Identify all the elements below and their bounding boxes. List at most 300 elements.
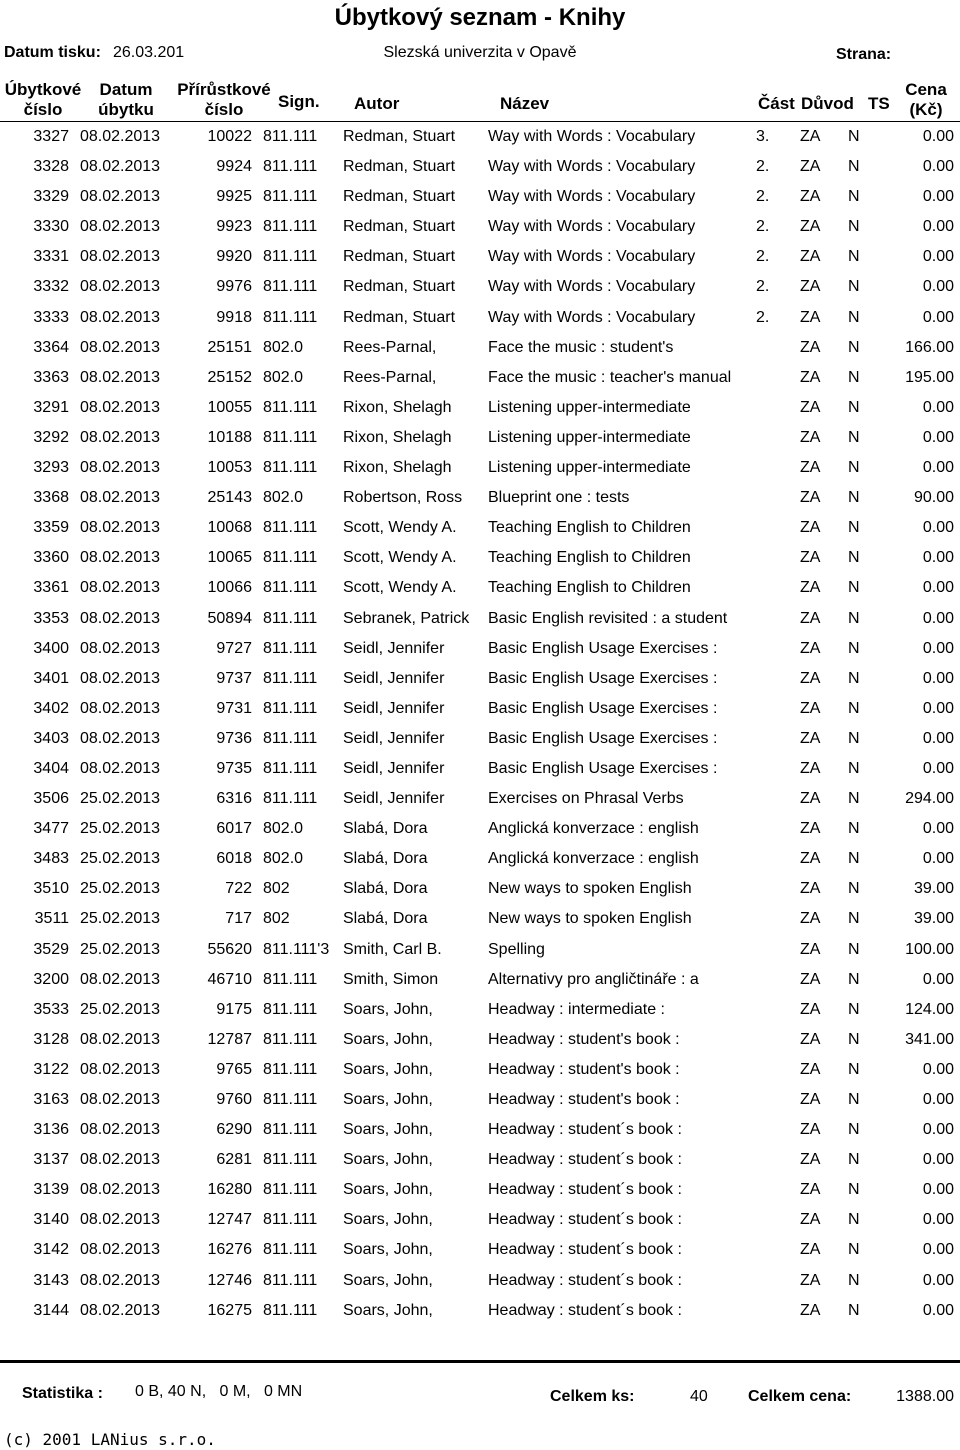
- row-accession-number: 12747: [207, 1211, 252, 1229]
- total-count-label: Celkem ks:: [550, 1388, 635, 1405]
- table-row: [0, 1235, 960, 1265]
- row-ts: N: [848, 609, 860, 627]
- row-part: 3.: [756, 128, 770, 145]
- row-ts: N: [848, 308, 860, 326]
- row-reason: ZA: [800, 579, 821, 597]
- row-date: 25.02.2013: [80, 880, 161, 898]
- row-reason: ZA: [800, 398, 821, 416]
- row-reason: ZA: [800, 368, 821, 386]
- row-reason: ZA: [800, 759, 821, 777]
- row-price: 0.00: [922, 308, 954, 326]
- row-date: 08.02.2013: [80, 549, 161, 567]
- table-row: [0, 152, 960, 182]
- row-accession-number: 10055: [207, 398, 252, 416]
- row-price: 0.00: [922, 1181, 954, 1199]
- row-price: 0.00: [922, 158, 954, 176]
- row-title: Listening upper-intermediate: [488, 398, 691, 416]
- row-reason: ZA: [800, 669, 821, 687]
- row-price: 0.00: [922, 128, 954, 145]
- row-price: 0.00: [922, 1271, 954, 1289]
- row-author: Slabá, Dora: [343, 820, 428, 838]
- row-date: 08.02.2013: [80, 398, 161, 416]
- row-price: 0.00: [922, 669, 954, 687]
- row-ts: N: [848, 1121, 860, 1139]
- row-reason: ZA: [800, 489, 821, 507]
- row-date: 08.02.2013: [80, 579, 161, 597]
- row-signature: 802.0: [263, 820, 304, 838]
- row-author: Redman, Stuart: [343, 278, 456, 296]
- row-ts: N: [848, 699, 860, 717]
- row-author: Robertson, Ross: [343, 489, 463, 507]
- table-row: [0, 935, 960, 965]
- row-number: 3403: [33, 729, 69, 747]
- row-price: 0.00: [922, 820, 954, 838]
- row-date: 08.02.2013: [80, 970, 161, 988]
- row-author: Soars, John,: [343, 1060, 433, 1078]
- row-accession-number: 9976: [216, 278, 252, 296]
- row-number: 3143: [33, 1271, 69, 1289]
- column-header-part: Část: [758, 94, 795, 113]
- row-price: 0.00: [922, 699, 954, 717]
- row-price: 0.00: [922, 428, 954, 446]
- row-date: 25.02.2013: [80, 850, 161, 868]
- row-date: 08.02.2013: [80, 759, 161, 777]
- row-reason: ZA: [800, 1211, 821, 1229]
- row-signature: 802: [263, 880, 290, 898]
- column-header-date: [92, 80, 160, 120]
- row-title: Headway : student´s book :: [488, 1211, 682, 1229]
- row-signature: 811.111: [263, 1181, 318, 1199]
- table-row: [0, 904, 960, 934]
- row-ts: N: [848, 639, 860, 657]
- row-date: 08.02.2013: [80, 158, 161, 176]
- row-signature: 811.111: [263, 579, 318, 597]
- row-accession-number: 9731: [216, 699, 252, 717]
- column-header-date-line1: Datum: [99, 80, 153, 99]
- row-signature: 811.111: [263, 1301, 318, 1319]
- row-number: 3328: [33, 158, 69, 176]
- row-title: Headway : student's book :: [488, 1060, 680, 1078]
- row-price: 90.00: [913, 489, 954, 507]
- row-author: Slabá, Dora: [343, 850, 428, 868]
- row-ts: N: [848, 248, 860, 266]
- row-number: 3142: [33, 1241, 69, 1259]
- row-price: 39.00: [913, 910, 954, 928]
- row-title: Headway : student´s book :: [488, 1151, 682, 1169]
- table-row: [0, 303, 960, 333]
- row-author: Soars, John,: [343, 1301, 433, 1319]
- row-signature: 811.111: [263, 970, 318, 988]
- row-price: 0.00: [922, 850, 954, 868]
- row-date: 08.02.2013: [80, 218, 161, 236]
- row-number: 3136: [33, 1121, 69, 1139]
- stats-value: 0 B, 40 N, 0 M, 0 MN: [135, 1383, 303, 1400]
- row-title: Way with Words : Vocabulary: [488, 218, 696, 236]
- row-number: 3529: [33, 940, 69, 958]
- row-signature: 811.111: [263, 1060, 318, 1078]
- row-number: 3359: [33, 519, 69, 537]
- row-title: Headway : student´s book :: [488, 1241, 682, 1259]
- row-author: Redman, Stuart: [343, 218, 456, 236]
- row-signature: 802.0: [263, 368, 304, 386]
- table-row: [0, 573, 960, 603]
- table-row: [0, 1175, 960, 1205]
- row-date: 08.02.2013: [80, 428, 161, 446]
- table-body: [0, 122, 960, 1326]
- row-accession-number: 9920: [216, 248, 252, 266]
- row-ts: N: [848, 128, 860, 145]
- row-number: 3511: [34, 910, 69, 928]
- row-ts: N: [848, 729, 860, 747]
- table-row: [0, 724, 960, 754]
- row-ts: N: [848, 278, 860, 296]
- row-title: Basic English Usage Exercises :: [488, 639, 718, 657]
- row-signature: 811.111: [263, 1091, 318, 1108]
- row-signature: 811.111: [263, 248, 318, 266]
- row-reason: ZA: [800, 910, 821, 928]
- row-number: 3140: [33, 1211, 69, 1229]
- row-signature: 811.111: [263, 188, 318, 206]
- row-number: 3360: [33, 549, 69, 567]
- table-row: [0, 453, 960, 483]
- row-accession-number: 10066: [207, 579, 252, 597]
- row-author: Scott, Wendy A.: [343, 579, 457, 597]
- row-date: 25.02.2013: [80, 820, 161, 838]
- row-date: 08.02.2013: [80, 669, 161, 687]
- row-title: Way with Words : Vocabulary: [488, 158, 696, 176]
- row-author: Rees-Parnal,: [343, 368, 437, 386]
- row-accession-number: 10068: [207, 519, 252, 537]
- row-accession-number: 9925: [216, 188, 252, 206]
- row-date: 08.02.2013: [80, 639, 161, 657]
- column-header-date-line2: úbytku: [98, 100, 154, 119]
- row-reason: ZA: [800, 639, 821, 657]
- row-price: 0.00: [922, 609, 954, 627]
- row-author: Redman, Stuart: [343, 308, 456, 326]
- row-author: Seidl, Jennifer: [343, 639, 445, 657]
- row-price: 0.00: [922, 218, 954, 236]
- row-ts: N: [848, 1030, 860, 1048]
- row-price: 0.00: [922, 1241, 954, 1259]
- row-number: 3144: [33, 1301, 69, 1319]
- row-author: Rixon, Shelagh: [343, 459, 452, 477]
- row-ts: N: [848, 910, 860, 928]
- table-row: [0, 965, 960, 995]
- row-author: Seidl, Jennifer: [343, 669, 445, 687]
- column-header-author: Autor: [354, 94, 400, 113]
- row-accession-number: 16275: [207, 1301, 252, 1319]
- row-ts: N: [848, 1060, 860, 1078]
- row-price: 0.00: [922, 549, 954, 567]
- row-reason: ZA: [800, 970, 821, 988]
- row-number: 3329: [33, 188, 69, 206]
- row-date: 25.02.2013: [80, 1000, 161, 1018]
- row-accession-number: 25152: [207, 368, 252, 386]
- row-author: Soars, John,: [343, 1121, 433, 1139]
- row-price: 294.00: [905, 790, 954, 808]
- row-accession-number: 9765: [216, 1060, 252, 1078]
- row-number: 3333: [33, 308, 69, 326]
- row-reason: ZA: [800, 850, 821, 868]
- row-date: 08.02.2013: [80, 248, 161, 266]
- row-number: 3506: [33, 790, 69, 808]
- row-author: Smith, Carl B.: [343, 940, 442, 958]
- row-author: Rees-Parnal,: [343, 338, 437, 356]
- row-author: Seidl, Jennifer: [343, 759, 445, 777]
- row-price: 195.00: [905, 368, 954, 386]
- row-price: 0.00: [922, 759, 954, 777]
- row-reason: ZA: [800, 218, 821, 236]
- row-reason: ZA: [800, 338, 821, 356]
- row-date: 25.02.2013: [80, 790, 161, 808]
- row-number: 3292: [33, 428, 69, 446]
- row-number: 3364: [33, 338, 69, 356]
- row-title: Headway : intermediate :: [488, 1000, 665, 1018]
- row-title: Teaching English to Children: [488, 549, 691, 567]
- row-title: Anglická konverzace : english: [488, 850, 699, 868]
- table-row: [0, 694, 960, 724]
- row-reason: ZA: [800, 1241, 821, 1259]
- row-title: Headway : student´s book :: [488, 1271, 682, 1289]
- row-title: Basic English revisited : a student: [488, 609, 728, 627]
- footer-divider: [0, 1360, 960, 1363]
- table-row: [0, 754, 960, 784]
- row-signature: 811.111: [263, 549, 318, 567]
- row-accession-number: 25143: [207, 489, 252, 507]
- row-price: 0.00: [922, 579, 954, 597]
- row-price: 0.00: [922, 639, 954, 657]
- row-accession-number: 9735: [216, 759, 252, 777]
- row-part: 2.: [756, 188, 770, 206]
- row-accession-number: 55620: [207, 940, 252, 958]
- row-reason: ZA: [800, 699, 821, 717]
- row-number: 3402: [33, 699, 69, 717]
- row-ts: N: [848, 1301, 860, 1319]
- row-accession-number: 9737: [216, 669, 252, 687]
- row-author: Scott, Wendy A.: [343, 519, 457, 537]
- row-signature: 811.111: [263, 1241, 318, 1259]
- row-signature: 811.111: [263, 1151, 318, 1169]
- stats-label: Statistika :: [22, 1385, 103, 1402]
- row-part: 2.: [756, 308, 770, 326]
- row-reason: ZA: [800, 820, 821, 838]
- table-row: [0, 363, 960, 393]
- table-row: [0, 212, 960, 242]
- table-row: [0, 543, 960, 573]
- row-price: 0.00: [922, 459, 954, 477]
- table-row: [0, 1145, 960, 1175]
- print-date: 26.03.201: [113, 44, 185, 61]
- print-date-label: Datum tisku:: [4, 44, 101, 61]
- table-row: [0, 393, 960, 423]
- row-title: Basic English Usage Exercises :: [488, 759, 718, 777]
- table-row: [0, 513, 960, 543]
- row-signature: 811.111: [263, 759, 318, 777]
- row-date: 08.02.2013: [80, 368, 161, 386]
- row-part: 2.: [756, 158, 770, 176]
- row-signature: 811.111: [263, 729, 318, 747]
- row-date: 08.02.2013: [80, 278, 161, 296]
- row-reason: ZA: [800, 308, 821, 326]
- row-signature: 811.111: [263, 1271, 318, 1289]
- copyright-notice: (c) 2001 LANius s.r.o.: [4, 1430, 216, 1449]
- row-title: New ways to spoken English: [488, 880, 692, 898]
- row-price: 0.00: [922, 970, 954, 988]
- row-part: 2.: [756, 218, 770, 236]
- table-row: [0, 814, 960, 844]
- row-reason: ZA: [800, 1000, 821, 1018]
- row-title: Teaching English to Children: [488, 579, 691, 597]
- row-part: 2.: [756, 278, 770, 296]
- row-number: 3533: [33, 1000, 69, 1018]
- row-author: Scott, Wendy A.: [343, 549, 457, 567]
- page-label: Strana:: [836, 46, 892, 63]
- column-header-number: [0, 80, 86, 120]
- row-date: 08.02.2013: [80, 128, 161, 145]
- row-title: Alternativy pro angličtináře : a: [488, 970, 699, 988]
- row-author: Soars, John,: [343, 1030, 433, 1048]
- row-author: Soars, John,: [343, 1151, 433, 1169]
- row-signature: 802.0: [263, 850, 304, 868]
- row-author: Soars, John,: [343, 1241, 433, 1259]
- row-number: 3327: [33, 128, 69, 145]
- table-row: [0, 122, 960, 152]
- row-number: 3510: [33, 880, 69, 898]
- row-reason: ZA: [800, 729, 821, 747]
- row-number: 3353: [33, 609, 69, 627]
- total-count: 40: [690, 1388, 708, 1405]
- row-ts: N: [848, 820, 860, 838]
- row-signature: 811.111: [263, 790, 318, 808]
- row-accession-number: 16280: [207, 1181, 252, 1199]
- row-accession-number: 6290: [216, 1121, 252, 1139]
- row-reason: ZA: [800, 940, 821, 958]
- row-signature: 802: [263, 910, 290, 928]
- row-reason: ZA: [800, 1121, 821, 1139]
- row-date: 08.02.2013: [80, 1211, 161, 1229]
- row-date: 08.02.2013: [80, 1121, 161, 1139]
- row-price: 0.00: [922, 1301, 954, 1319]
- row-accession-number: 16276: [207, 1241, 252, 1259]
- row-date: 08.02.2013: [80, 1271, 161, 1289]
- table-row: [0, 423, 960, 453]
- row-ts: N: [848, 368, 860, 386]
- row-number: 3139: [33, 1181, 69, 1199]
- row-author: Rixon, Shelagh: [343, 428, 452, 446]
- row-ts: N: [848, 1271, 860, 1289]
- row-reason: ZA: [800, 188, 821, 206]
- row-accession-number: 9760: [216, 1091, 252, 1108]
- row-title: Exercises on Phrasal Verbs: [488, 790, 684, 808]
- row-signature: 811.111: [263, 609, 318, 627]
- row-price: 0.00: [922, 278, 954, 296]
- row-date: 25.02.2013: [80, 940, 161, 958]
- row-number: 3291: [33, 398, 69, 416]
- table-row: [0, 1205, 960, 1235]
- row-ts: N: [848, 790, 860, 808]
- row-number: 3400: [33, 639, 69, 657]
- row-title: Way with Words : Vocabulary: [488, 278, 696, 296]
- row-author: Soars, John,: [343, 1211, 433, 1229]
- row-part: 2.: [756, 248, 770, 266]
- row-reason: ZA: [800, 1301, 821, 1319]
- table-row: [0, 1266, 960, 1296]
- row-signature: 811.111: [263, 1030, 318, 1048]
- table-row: [0, 844, 960, 874]
- row-signature: 811.111: [263, 699, 318, 717]
- row-number: 3363: [33, 368, 69, 386]
- row-reason: ZA: [800, 128, 821, 145]
- row-ts: N: [848, 850, 860, 868]
- row-number: 3137: [33, 1151, 69, 1169]
- row-accession-number: 6281: [216, 1151, 252, 1169]
- row-price: 0.00: [922, 1091, 954, 1108]
- row-price: 0.00: [922, 248, 954, 266]
- row-author: Slabá, Dora: [343, 910, 428, 928]
- column-header-ts: TS: [868, 94, 890, 113]
- row-reason: ZA: [800, 1271, 821, 1289]
- row-author: Redman, Stuart: [343, 188, 456, 206]
- row-price: 124.00: [905, 1000, 954, 1018]
- institution-name: Slezská univerzita v Opavě: [383, 44, 577, 61]
- row-number: 3122: [33, 1060, 69, 1078]
- row-author: Seidl, Jennifer: [343, 790, 445, 808]
- row-price: 0.00: [922, 1060, 954, 1078]
- column-header-number-line1: Úbytkové: [4, 80, 82, 99]
- row-signature: 811.111: [263, 158, 318, 176]
- row-title: Listening upper-intermediate: [488, 428, 691, 446]
- row-price: 166.00: [905, 338, 954, 356]
- row-date: 08.02.2013: [80, 729, 161, 747]
- row-title: Way with Words : Vocabulary: [488, 248, 696, 266]
- row-accession-number: 6017: [216, 820, 252, 838]
- row-number: 3331: [33, 248, 69, 266]
- row-author: Soars, John,: [343, 1181, 433, 1199]
- row-title: Headway : student´s book :: [488, 1181, 682, 1199]
- row-reason: ZA: [800, 1060, 821, 1078]
- row-accession-number: 10053: [207, 459, 252, 477]
- row-number: 3330: [33, 218, 69, 236]
- row-accession-number: 50894: [207, 609, 252, 627]
- row-date: 08.02.2013: [80, 1030, 161, 1048]
- row-ts: N: [848, 1211, 860, 1229]
- row-accession-number: 9727: [216, 639, 252, 657]
- row-accession-number: 12746: [207, 1271, 252, 1289]
- row-reason: ZA: [800, 278, 821, 296]
- column-header-price: [896, 80, 956, 120]
- row-price: 0.00: [922, 398, 954, 416]
- column-header-price-line1: Cena: [905, 80, 947, 99]
- row-title: Way with Words : Vocabulary: [488, 128, 696, 145]
- row-reason: ZA: [800, 519, 821, 537]
- row-accession-number: 10188: [207, 428, 252, 446]
- row-signature: 811.111: [263, 669, 318, 687]
- table-row: [0, 664, 960, 694]
- row-ts: N: [848, 188, 860, 206]
- row-author: Redman, Stuart: [343, 128, 456, 145]
- row-number: 3293: [33, 459, 69, 477]
- row-price: 39.00: [913, 880, 954, 898]
- row-ts: N: [848, 669, 860, 687]
- row-date: 08.02.2013: [80, 338, 161, 356]
- table-row: [0, 272, 960, 302]
- row-reason: ZA: [800, 1091, 821, 1108]
- row-signature: 811.111: [263, 428, 318, 446]
- row-number: 3477: [33, 820, 69, 838]
- table-row: [0, 1296, 960, 1326]
- row-author: Seidl, Jennifer: [343, 699, 445, 717]
- row-title: Anglická konverzace : english: [488, 820, 699, 838]
